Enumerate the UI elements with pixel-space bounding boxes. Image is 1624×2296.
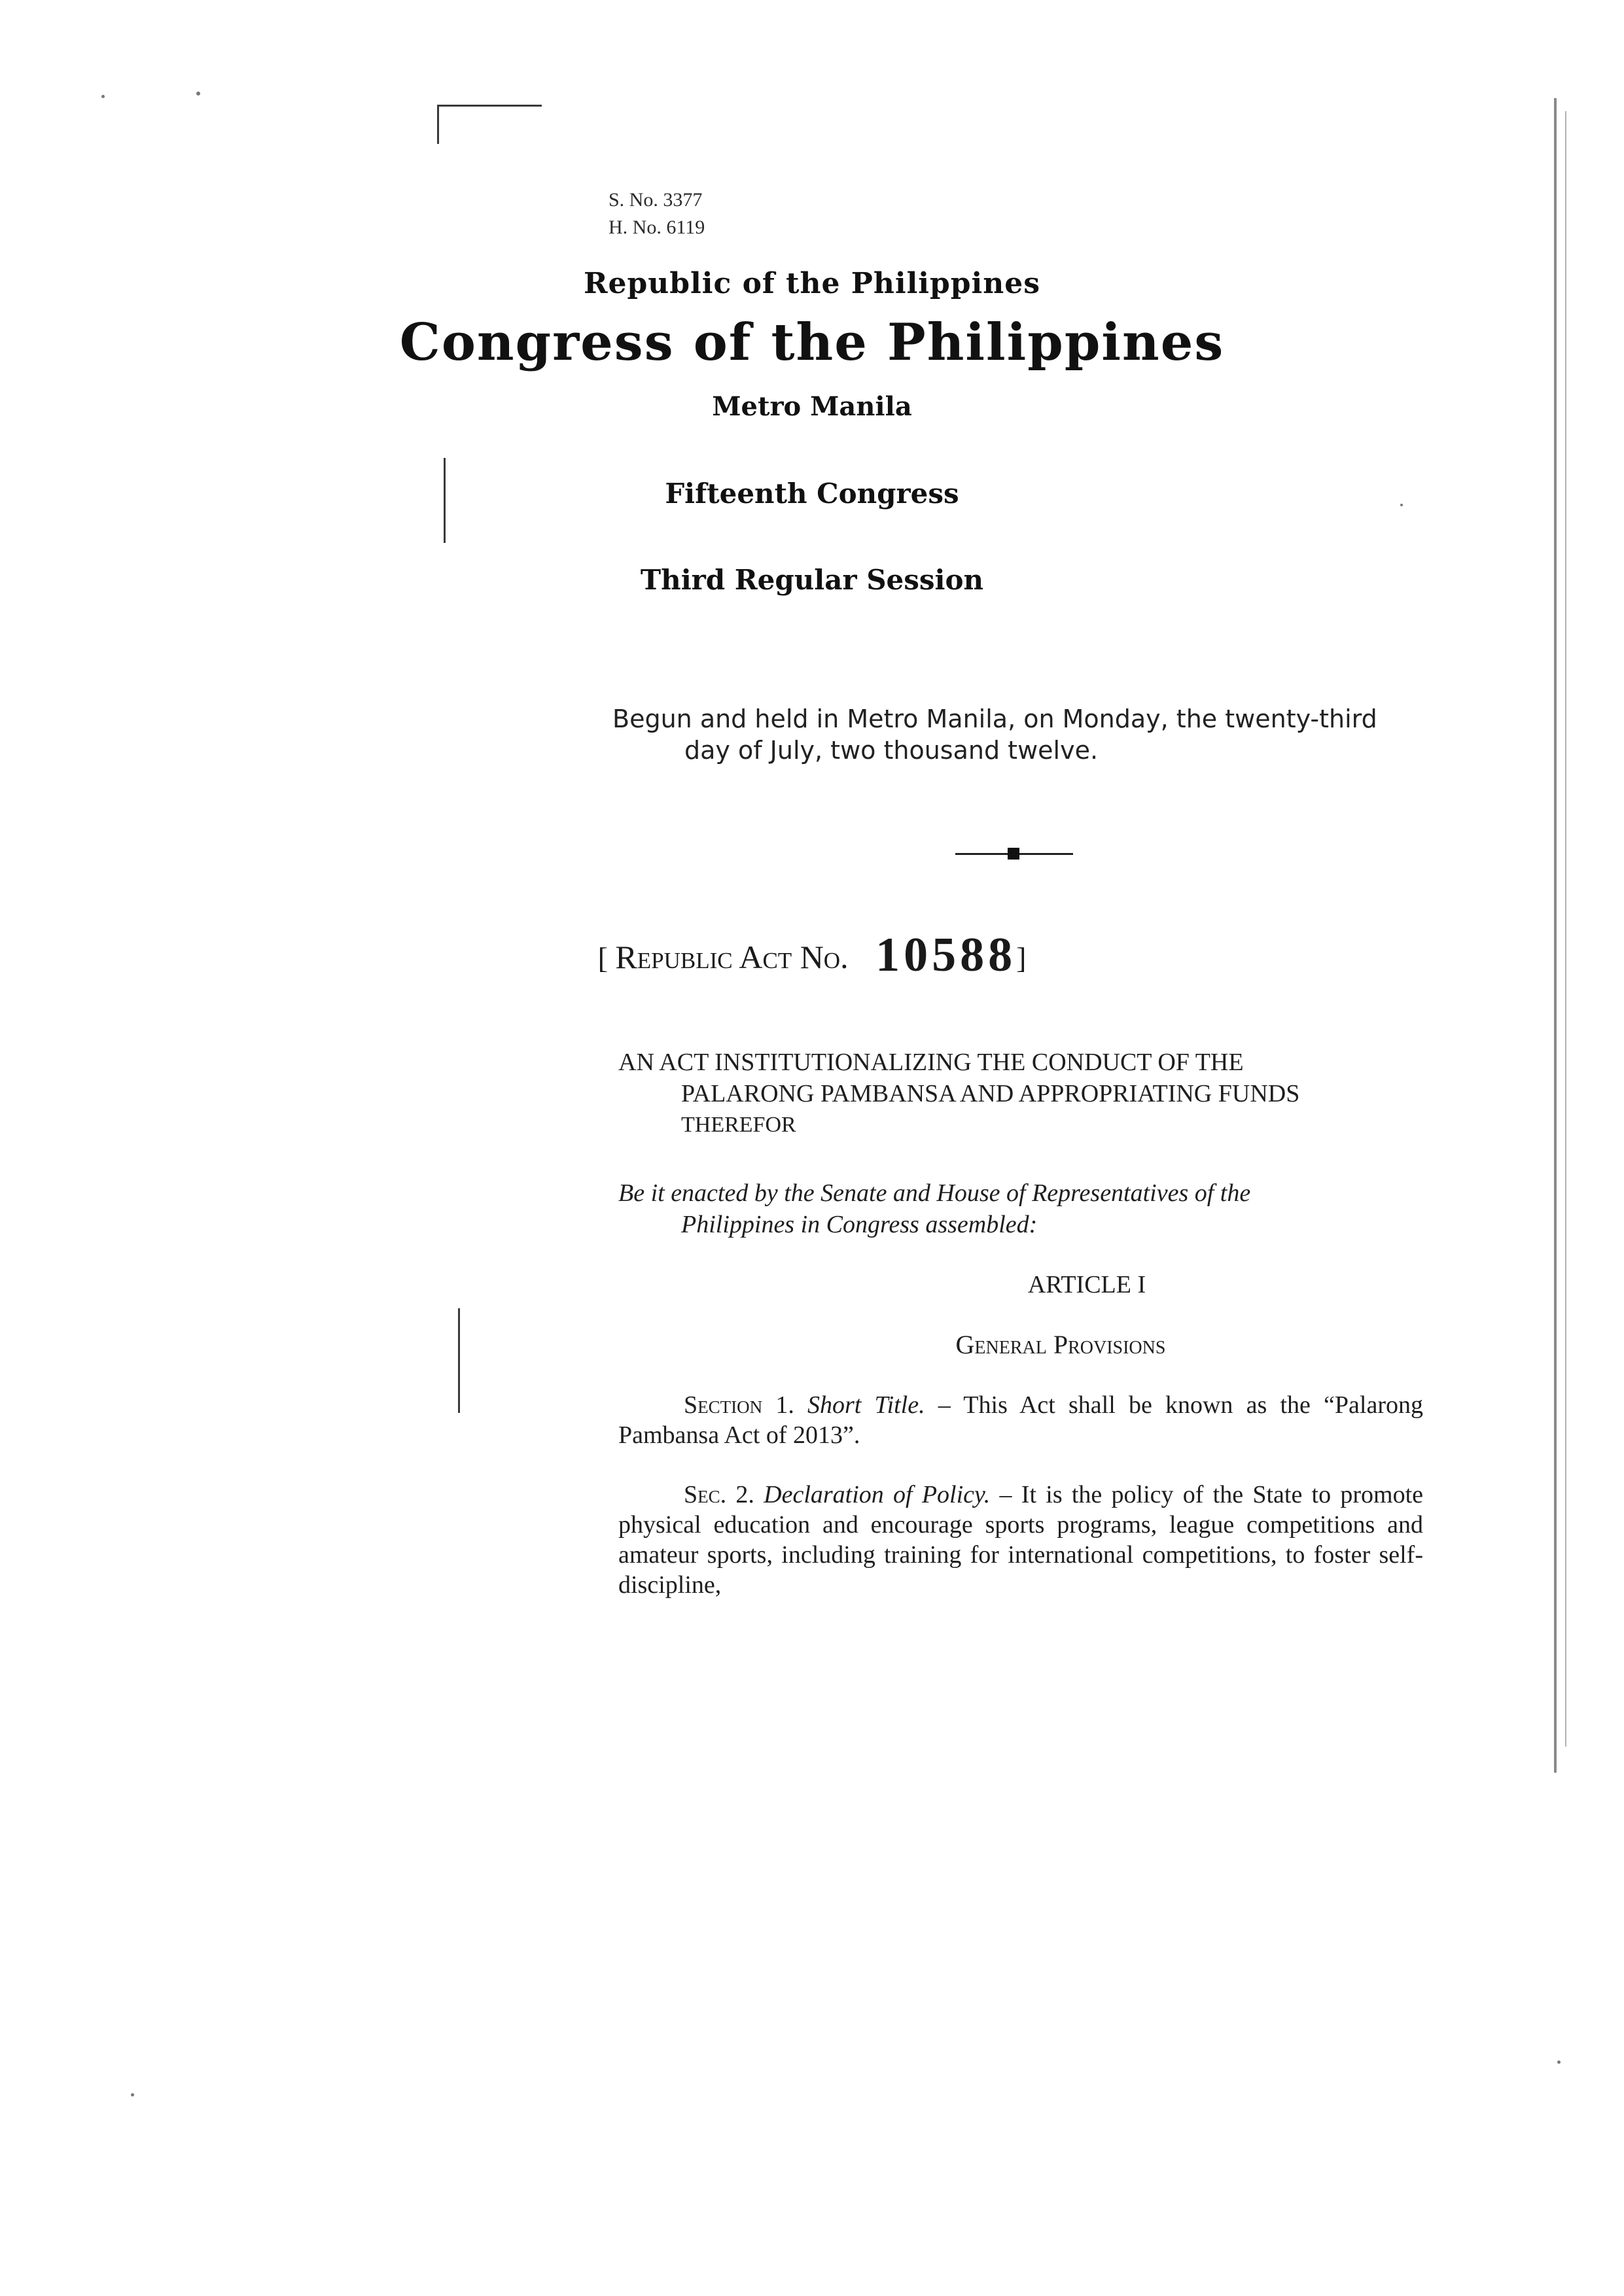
republic-heading: Republic of the Philippines	[583, 267, 1041, 300]
divider-square-icon	[1008, 848, 1019, 860]
scan-speck	[1557, 2061, 1561, 2064]
section-2-dash: –	[999, 1481, 1012, 1508]
republic-act-heading	[0, 928, 1624, 983]
section-1-title: Short Title.	[807, 1391, 925, 1419]
ra-number: 10588	[875, 928, 1017, 982]
enacting-line-2: Philippines in Congress assembled:	[681, 1211, 1038, 1238]
begun-line-2: day of July, two thousand twelve.	[684, 736, 1099, 765]
section-2-title: Declaration of Policy.	[764, 1481, 991, 1508]
house-bill-number: H. No. 6119	[609, 217, 705, 238]
scan-margin-mark-2	[458, 1308, 460, 1413]
scan-speck	[131, 2093, 134, 2096]
section-2	[618, 1480, 1423, 1600]
title-line-3: THEREFOR	[681, 1113, 796, 1137]
enacting-line-1: Be it enacted by the Senate and House of Representatives of the	[618, 1179, 1251, 1207]
session-heading: Third Regular Session	[640, 564, 984, 596]
ra-open-bracket: [	[597, 941, 608, 975]
enacting-clause	[618, 1177, 1423, 1240]
section-1-dash: –	[938, 1391, 951, 1419]
title-line-1: AN ACT INSTITUTIONALIZING THE CONDUCT OF THE	[618, 1049, 1244, 1076]
congress-heading: Congress of the Philippines	[399, 313, 1225, 372]
scan-speck	[196, 92, 200, 96]
section-2-label: Sec.	[684, 1481, 727, 1508]
bill-numbers	[609, 186, 705, 241]
ra-label: Republic Act No.	[615, 939, 849, 975]
location-heading: Metro Manila	[712, 391, 912, 422]
scan-corner-mark-top	[437, 105, 542, 107]
section-1-label: Section	[684, 1391, 763, 1419]
act-title	[618, 1047, 1423, 1141]
begun-line-1: Begun and held in Metro Manila, on Monday, the twenty-third	[612, 704, 1377, 733]
senate-bill-number: S. No. 3377	[609, 189, 703, 211]
section-1	[618, 1390, 1423, 1450]
section-2-number: 2.	[735, 1481, 754, 1508]
section-1-text: This Act shall be known as the “Palarong Pambansa Act of 2013”.	[618, 1391, 1424, 1449]
scan-speck	[101, 95, 105, 98]
congress-number-heading: Fifteenth Congress	[665, 478, 959, 510]
section-2-text: It is the policy of the State to promote physical education and encourage sports programs, league competitions and amateur sports, including training for international competitions, to foster self-discipline,	[618, 1481, 1424, 1599]
begun-statement	[612, 703, 1424, 766]
article-heading: ARTICLE I	[1027, 1271, 1146, 1298]
ornamental-divider	[955, 844, 1073, 863]
article-subheading: General Provisions	[955, 1330, 1166, 1359]
title-line-2: PALARONG PAMBANSA AND APPROPRIATING FUNDS	[681, 1080, 1300, 1107]
ra-close-bracket: ]	[1016, 941, 1027, 975]
scan-corner-mark-left	[437, 105, 439, 144]
section-1-number: 1.	[775, 1391, 794, 1419]
